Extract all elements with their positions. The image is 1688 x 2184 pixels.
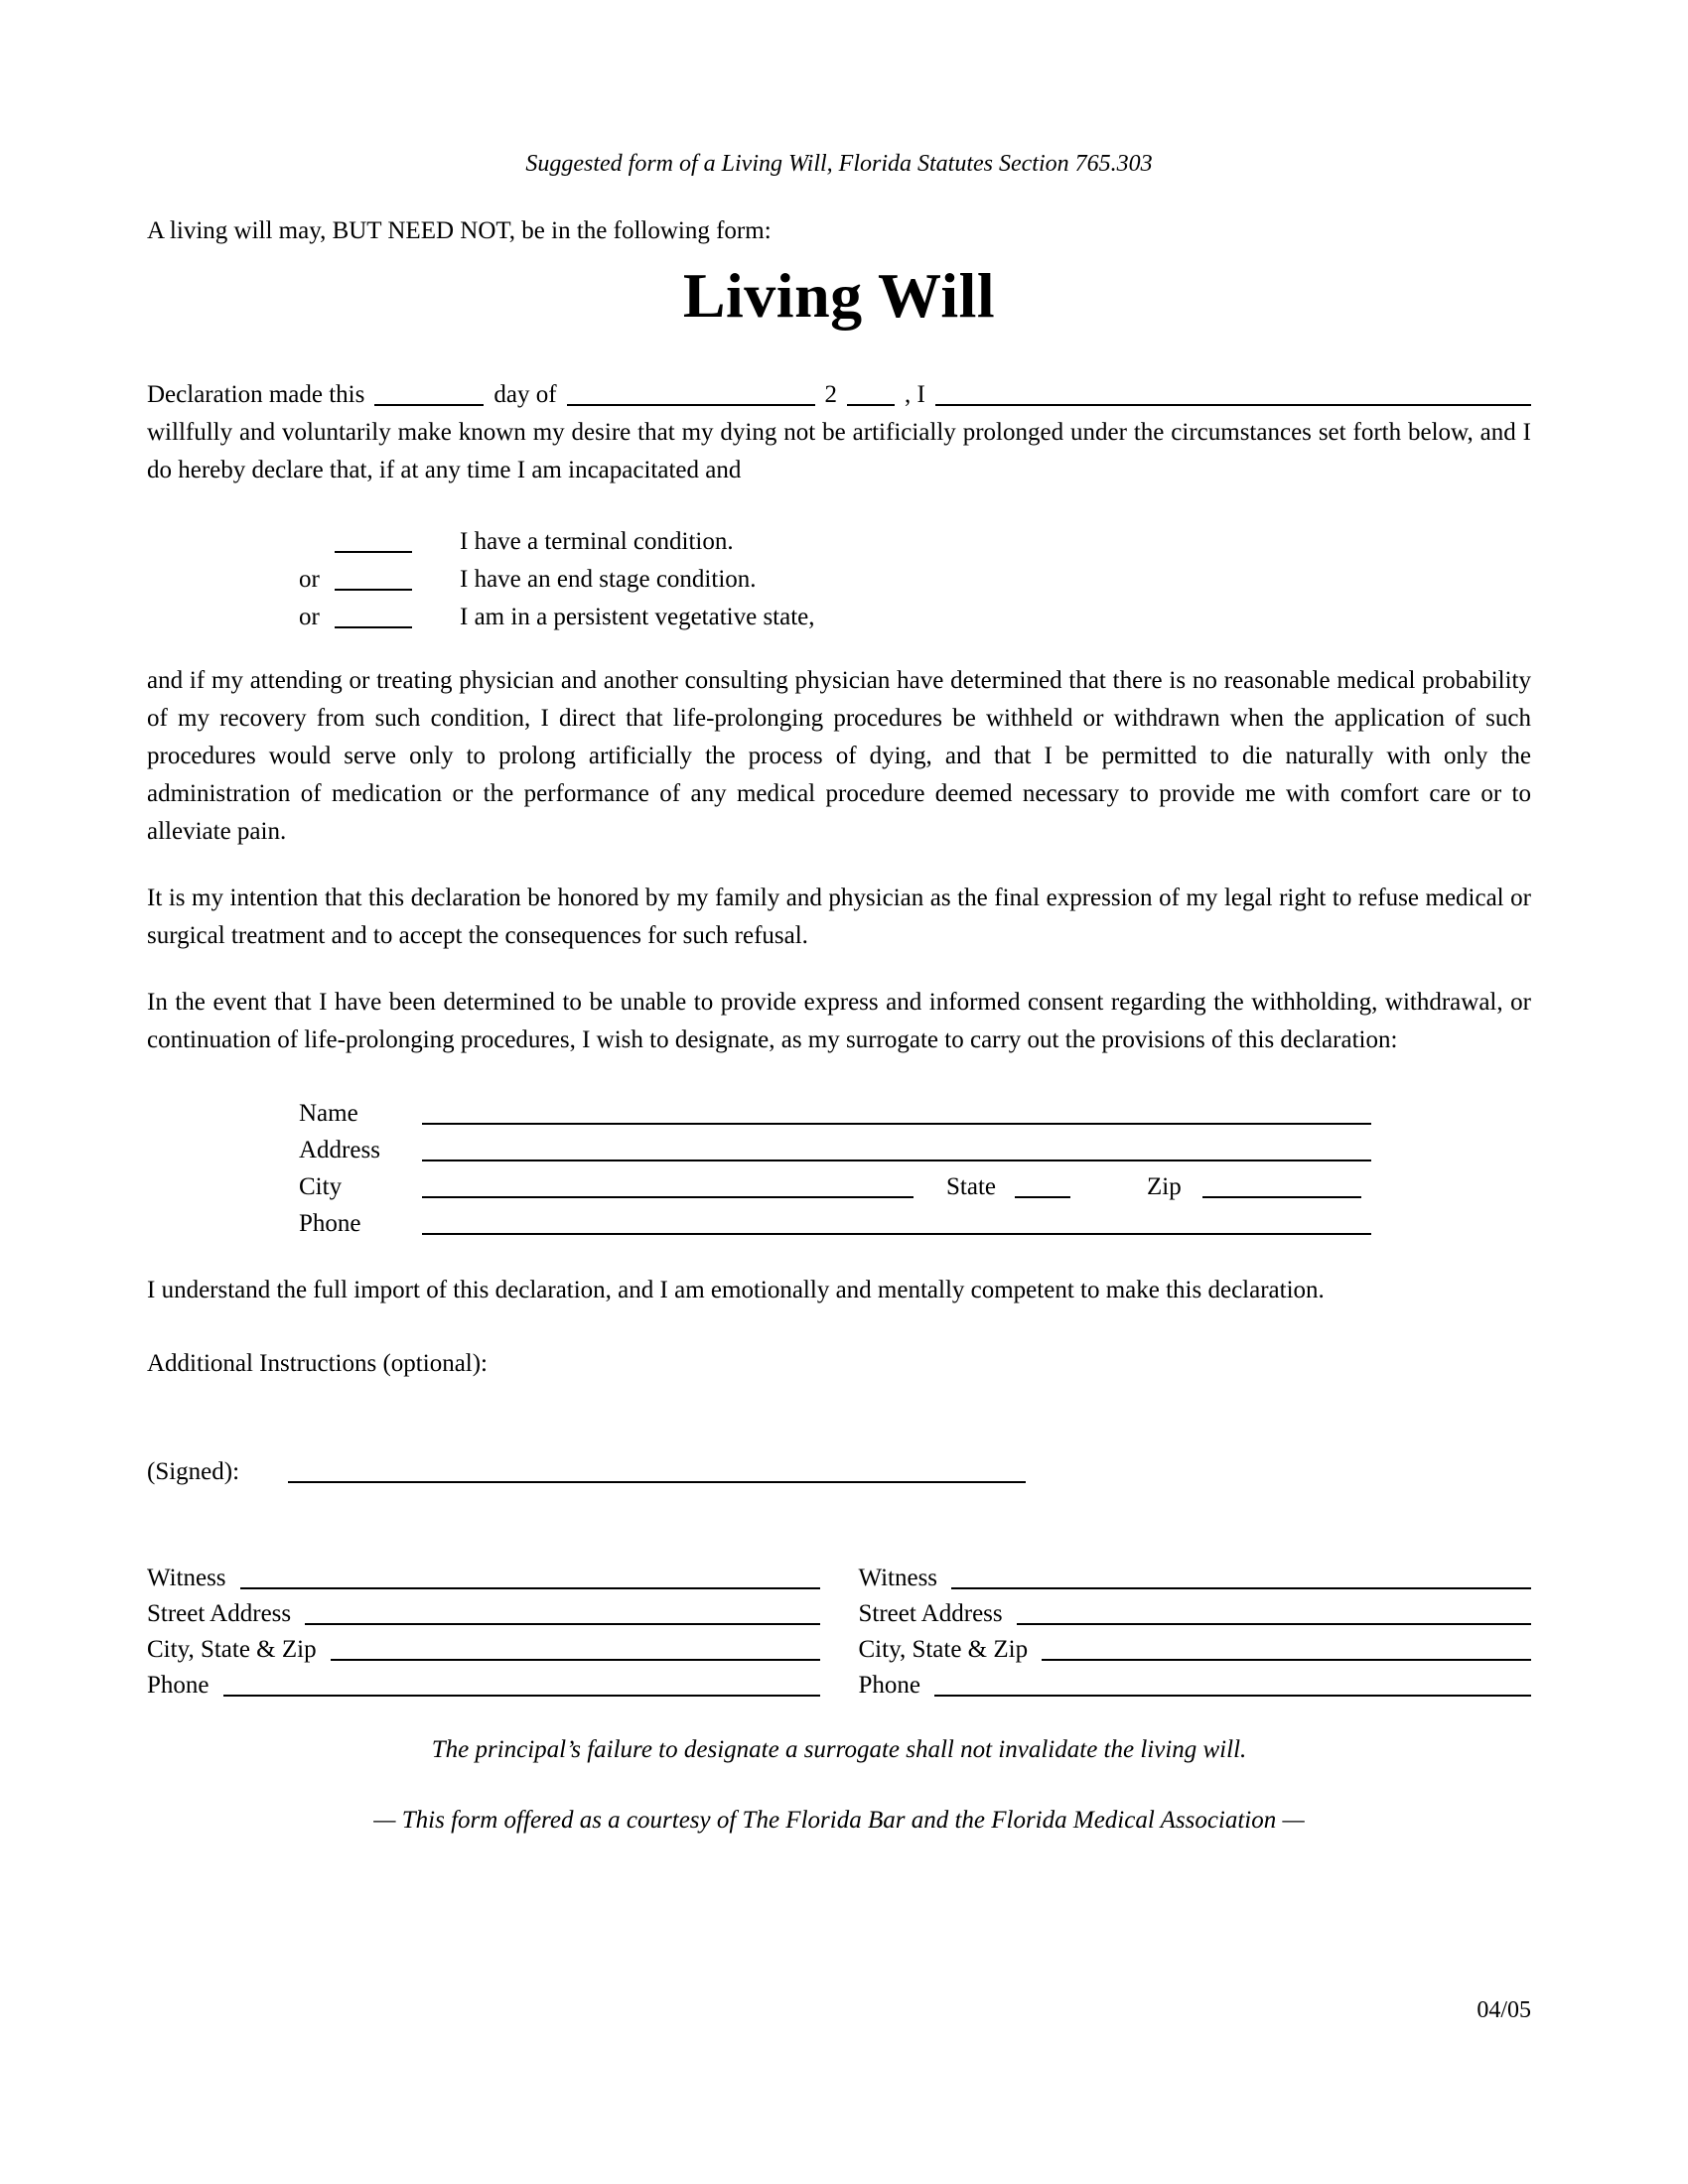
- condition-options: [147, 523, 1531, 636]
- witness-city-label: City, State & Zip: [858, 1636, 1029, 1663]
- blank-surrogate-phone: [422, 1215, 1371, 1235]
- declaration-lead-text: Declaration made this: [147, 381, 365, 408]
- witness-row: [147, 1668, 820, 1704]
- surrogate-name-row: [299, 1095, 1371, 1132]
- witness-column-left: [147, 1561, 820, 1704]
- blank-witness-name-left: [240, 1570, 820, 1589]
- blank-witness-city-left: [331, 1641, 820, 1661]
- blank-surrogate-zip: [1202, 1178, 1361, 1198]
- paragraph-surrogate-intro: In the event that I have been determined to be unable to provide express and informed consent regarding the withholding, withdrawal, or continuation of life-prolonging procedures, I wish to designate, as my surrogate to carry out the provisions of this declaration:: [147, 989, 1531, 1053]
- surrogate-zip-label: Zip: [1147, 1173, 1182, 1200]
- surrogate-city-label: City: [299, 1173, 343, 1200]
- declaration-year-prefix: 2: [824, 381, 838, 408]
- surrogate-address-label: Address: [299, 1137, 380, 1163]
- blank-year: [847, 386, 895, 406]
- blank-declarant-name: [935, 386, 1531, 406]
- witness-row: [147, 1632, 820, 1668]
- witness-row: [859, 1668, 1532, 1704]
- witness-row: [147, 1561, 820, 1596]
- surrogate-fields: [147, 1095, 1531, 1242]
- condition-label: I have a terminal condition.: [460, 528, 734, 555]
- blank-witness-street-left: [305, 1605, 819, 1625]
- surrogate-city-row: [299, 1168, 1371, 1205]
- blank-surrogate-address: [422, 1142, 1371, 1161]
- revision-code: 04/05: [1477, 1997, 1531, 2023]
- blank-witness-street-right: [1017, 1605, 1531, 1625]
- blank-witness-phone-right: [934, 1677, 1531, 1697]
- blank-signature: [288, 1463, 1026, 1483]
- form-citation: Suggested form of a Living Will, Florida Statutes Section 765.303: [525, 151, 1153, 177]
- paragraph-competence: I understand the full import of this declaration, and I am emotionally and mentally competent to make this declaration.: [147, 1277, 1325, 1303]
- condition-row-end-stage: [299, 561, 1531, 599]
- declaration-comma-i-text: , I: [905, 381, 925, 408]
- blank-surrogate-city: [422, 1178, 914, 1198]
- paragraph-directive: and if my attending or treating physician and another consulting physician have determined that there is no reasonable medical probability of my recovery from such condition, I direct that life-prolonging procedures be withheld or withdrawn when the application of such procedures would serve only to prolong artificially the process of dying, and that I be permitted to die naturally with only the administration of medication or the performance of any medical procedure deemed necessary to provide me with comfort care or to alleviate pain.: [147, 667, 1531, 845]
- surrogate-phone-row: [299, 1205, 1371, 1242]
- condition-or-label: or: [299, 566, 320, 593]
- blank-month: [567, 386, 815, 406]
- blank-vegetative-state: [335, 609, 412, 628]
- witness-city-label: City, State & Zip: [147, 1636, 317, 1663]
- witness-street-label: Street Address: [147, 1600, 292, 1627]
- witness-street-label: Street Address: [858, 1600, 1003, 1627]
- signed-label: (Signed):: [147, 1458, 240, 1485]
- witness-row: [147, 1596, 820, 1632]
- witness-column-right: [859, 1561, 1532, 1704]
- declaration-continuation: willfully and voluntarily make known my desire that my dying not be artificially prolonged under the circumstances set forth below, and I do hereby declare that, if at any time I am incapacitated and: [147, 419, 1531, 483]
- condition-label: I am in a persistent vegetative state,: [460, 604, 815, 630]
- witness-name-label: Witness: [858, 1565, 938, 1591]
- blank-end-stage-condition: [335, 571, 412, 591]
- condition-row-vegetative: [299, 599, 1531, 636]
- surrogate-phone-label: Phone: [299, 1210, 361, 1237]
- blank-day: [374, 386, 484, 406]
- surrogate-name-label: Name: [299, 1100, 358, 1127]
- surrogate-address-row: [299, 1132, 1371, 1168]
- witness-name-label: Witness: [147, 1565, 226, 1591]
- blank-terminal-condition: [335, 533, 412, 553]
- form-title: Living Will: [682, 260, 996, 331]
- signed-row: [147, 1453, 1531, 1491]
- blank-surrogate-state: [1015, 1178, 1070, 1198]
- additional-instructions-label: Additional Instructions (optional):: [147, 1350, 489, 1377]
- witness-phone-label: Phone: [858, 1672, 920, 1699]
- declaration-line: [147, 376, 1531, 414]
- declaration-dayof-text: day of: [493, 381, 557, 408]
- witness-row: [859, 1596, 1532, 1632]
- blank-witness-name-right: [951, 1570, 1531, 1589]
- witness-block: [147, 1561, 1531, 1704]
- blank-witness-city-right: [1042, 1641, 1531, 1661]
- blank-surrogate-name: [422, 1105, 1371, 1125]
- condition-or-label: or: [299, 604, 320, 630]
- form-intro: A living will may, BUT NEED NOT, be in the following form:: [147, 217, 772, 244]
- witness-phone-label: Phone: [147, 1672, 210, 1699]
- condition-row-terminal: [299, 523, 1531, 561]
- paragraph-intention: It is my intention that this declaration be honored by my family and physician as the final expression of my legal right to refuse medical or surgical treatment and to accept the consequences for such refusal.: [147, 885, 1531, 949]
- blank-witness-phone-left: [223, 1677, 820, 1697]
- surrogate-note: The principal’s failure to designate a surrogate shall not invalidate the living will.: [431, 1736, 1247, 1763]
- surrogate-state-label: State: [946, 1173, 996, 1200]
- condition-label: I have an end stage condition.: [460, 566, 757, 593]
- courtesy-note: — This form offered as a courtesy of The Florida Bar and the Florida Medical Association —: [373, 1807, 1305, 1834]
- witness-row: [859, 1632, 1532, 1668]
- witness-row: [859, 1561, 1532, 1596]
